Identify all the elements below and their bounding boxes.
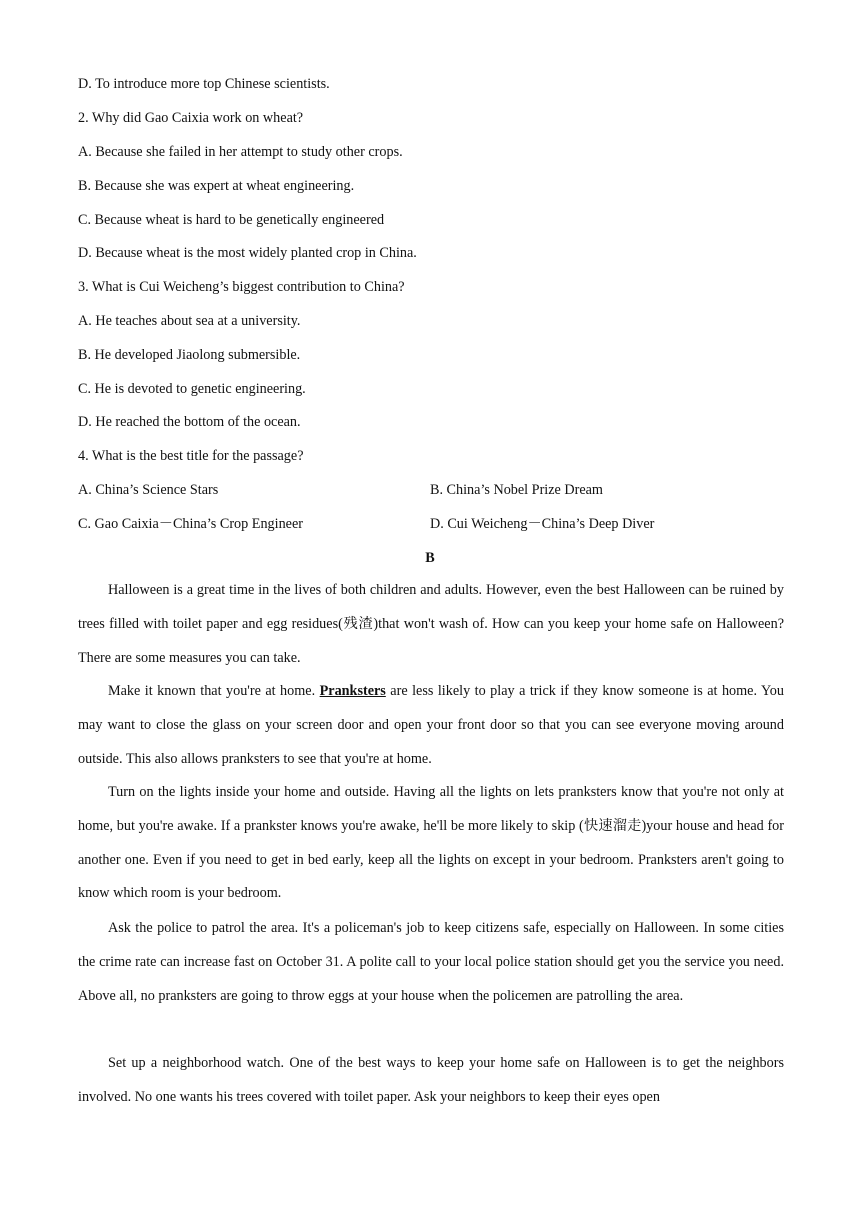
q4-option-a: A. China’s Science Stars bbox=[78, 482, 219, 498]
q2-option-d: D. Because wheat is the most widely planted crop in China. bbox=[78, 245, 417, 261]
q1-option-d: D. To introduce more top Chinese scientists. bbox=[78, 76, 330, 92]
q3-option-a: A. He teaches about sea at a university. bbox=[78, 313, 301, 329]
q3-option-d: D. He reached the bottom of the ocean. bbox=[78, 414, 301, 430]
section-b-paragraph-5 bbox=[78, 1047, 784, 1115]
pranksters-keyword: Pranksters bbox=[319, 683, 386, 699]
q3-option-b: B. He developed Jiaolong submersible. bbox=[78, 347, 301, 363]
q4-option-c: C. Gao Caixia－China’s Crop Engineer bbox=[78, 516, 303, 532]
q2-option-b: B. Because she was expert at wheat engineering. bbox=[78, 178, 355, 194]
paragraph-2-text: are less likely to play a trick if they know someone is at home. You may want to close the glass on your screen door and open your front door so that you can see everyone moving around outside. This also allows pranksters to see that you're at home. bbox=[78, 683, 784, 767]
paragraph-2-lead: Make it known that you're at home. bbox=[108, 683, 320, 699]
q2-option-c: C. Because wheat is hard to be genetically engineered bbox=[78, 212, 385, 228]
paragraph-1-text: Halloween is a great time in the lives of both children and adults. However, even the best Halloween can be ruined by trees filled with toilet paper and egg residues(残渣)that won't wash of. How can you keep your home safe on Halloween? There are some measures you can take. bbox=[78, 582, 784, 666]
section-b-paragraph-3 bbox=[78, 776, 784, 911]
paragraph-5-text: Set up a neighborhood watch. One of the best ways to keep your home safe on Halloween is to get the neighbors involved. No one wants his trees covered with toilet paper. Ask your neighbors to keep their eyes open bbox=[78, 1055, 784, 1105]
section-b-paragraph-2 bbox=[78, 675, 784, 776]
q2-question: 2. Why did Gao Caixia work on wheat? bbox=[78, 110, 304, 126]
section-b-heading: B bbox=[425, 550, 435, 566]
q4-question: 4. What is the best title for the passage? bbox=[78, 448, 304, 464]
paragraph-4-text: Ask the police to patrol the area. It's a policeman's job to keep citizens safe, especially on Halloween. In some cities the crime rate can increase fast on October 31. A polite call to your local police station should get you the service you need. Above all, no pranksters are going to throw eggs at your house when the policemen are patrolling the area. bbox=[78, 920, 784, 1004]
section-b-paragraph-4 bbox=[78, 912, 784, 1013]
paragraph-3-text: Turn on the lights inside your home and outside. Having all the lights on lets pranksters know that you're not only at home, but you're awake. If a prankster knows you're awake, he'll be more likely to skip (快速溜走)your house and head for another one. Even if you need to get in bed early, keep all the lights on except in your bedroom. Pranksters aren't going to know which room is your bedroom. bbox=[78, 784, 784, 902]
q4-option-b: B. China’s Nobel Prize Dream bbox=[430, 482, 603, 498]
q3-question: 3. What is Cui Weicheng’s biggest contribution to China? bbox=[78, 279, 405, 295]
q3-option-c: C. He is devoted to genetic engineering. bbox=[78, 381, 306, 397]
q4-option-d: D. Cui Weicheng－China’s Deep Diver bbox=[430, 516, 655, 532]
q2-option-a: A. Because she failed in her attempt to study other crops. bbox=[78, 144, 403, 160]
section-b-paragraph-1 bbox=[78, 574, 784, 675]
